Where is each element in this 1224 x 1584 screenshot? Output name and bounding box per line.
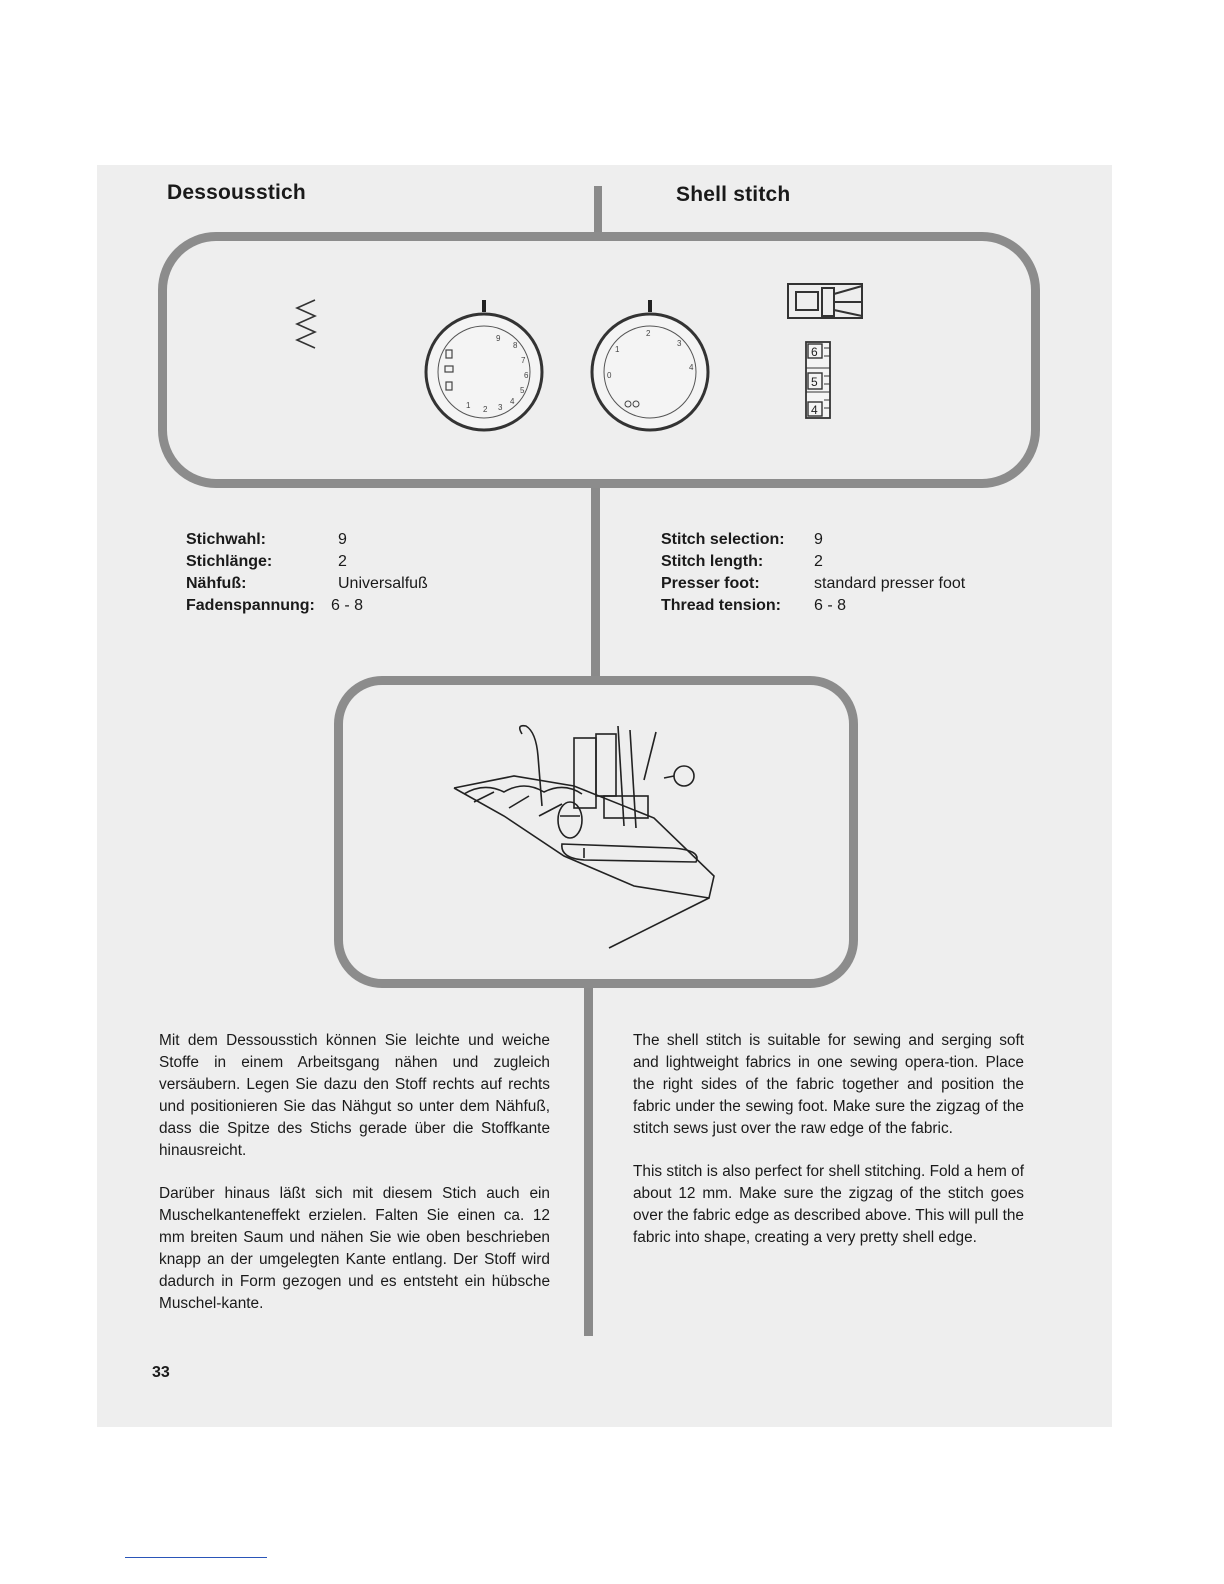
column-divider-bottom bbox=[584, 986, 593, 1336]
setting-label: Fadenspannung: bbox=[186, 597, 315, 614]
settings-illustrations bbox=[158, 232, 1040, 488]
stitch-length-dial bbox=[592, 300, 708, 430]
stitch-selector-dial bbox=[426, 300, 542, 430]
setting-label: Stitch length: bbox=[661, 553, 764, 570]
setting-value: 2 bbox=[814, 553, 823, 570]
setting-label: Nähfuß: bbox=[186, 575, 247, 592]
setting-value: 6 - 8 bbox=[331, 597, 364, 614]
paragraph: The shell stitch is suitable for sewing and serging soft and lightweight fabrics in one sewing opera-tion. Place the right sides of the fabric together and position the fabric under the sewing foot. Make sure the zigzag of the stitch sews just over the raw edge of the fabric. bbox=[633, 1032, 1024, 1137]
setting-label: Stichwahl: bbox=[186, 531, 267, 548]
title-german: Dessousstich bbox=[167, 181, 306, 204]
body-text-german bbox=[159, 1030, 550, 1336]
selector-number: 8 bbox=[513, 341, 518, 350]
selector-number: 5 bbox=[520, 386, 525, 395]
setting-label: Presser foot: bbox=[661, 575, 760, 592]
selector-number: 4 bbox=[510, 397, 515, 406]
length-number: 4 bbox=[689, 363, 694, 372]
tension-number: 5 bbox=[811, 375, 818, 389]
selector-number: 9 bbox=[496, 334, 501, 343]
selector-number: 3 bbox=[498, 403, 503, 412]
stitch-pattern-icon bbox=[297, 300, 315, 348]
setting-value: 2 bbox=[338, 553, 347, 570]
paragraph: Mit dem Dessousstich können Sie leichte und weiche Stoffe in einem Arbeitsgang nähen und zugleich versäubern. Legen Sie dazu den Stoff rechts auf rechts und positionieren Sie das Nähgut so unter dem Nähfuß, dass die Spitze des Stichs gerade über die Stoffkante hinausreicht. bbox=[159, 1032, 550, 1159]
paragraph: Darüber hinaus läßt sich mit diesem Stich auch ein Muschelkanteneffekt erzielen. Falten Sie einen ca. 12 mm breiten Saum und nähen Sie wie oben beschrieben knapp an der umgelegten Kante entlang. Der Stoff wird dadurch in Form gezogen und es entsteht ein hübsche Muschel-kante. bbox=[159, 1185, 550, 1312]
tension-number: 4 bbox=[811, 403, 818, 417]
length-number: 2 bbox=[646, 329, 651, 338]
body-text-english bbox=[633, 1030, 1024, 1270]
presser-foot-illustration bbox=[334, 676, 858, 988]
length-number: 3 bbox=[677, 339, 682, 348]
length-number: 1 bbox=[615, 345, 620, 354]
column-divider-top bbox=[594, 186, 602, 236]
tension-number: 6 bbox=[811, 345, 818, 359]
column-divider-middle bbox=[591, 484, 600, 680]
setting-label: Thread tension: bbox=[661, 597, 782, 614]
setting-value: standard presser foot bbox=[814, 575, 966, 592]
length-number: 0 bbox=[607, 371, 612, 380]
setting-label: Stitch selection: bbox=[661, 531, 785, 548]
page-number: 33 bbox=[152, 1364, 170, 1381]
setting-value: 9 bbox=[338, 531, 347, 548]
settings-english bbox=[661, 529, 1021, 619]
setting-label: Stichlänge: bbox=[186, 553, 273, 570]
title-english: Shell stitch bbox=[676, 183, 791, 206]
paragraph: This stitch is also perfect for shell stitching. Fold a hem of about 12 mm. Make sure the zigzag of the stitch goes over the fabric edge as described above. This will pull the fabric into shape, creating a very pretty shell edge. bbox=[633, 1163, 1024, 1246]
setting-value: 9 bbox=[814, 531, 823, 548]
setting-value: 6 - 8 bbox=[814, 597, 847, 614]
thread-tension-scale bbox=[806, 342, 830, 418]
settings-german bbox=[186, 529, 486, 619]
presser-foot-icon bbox=[788, 284, 862, 318]
selector-number: 1 bbox=[466, 401, 471, 410]
setting-value: Universalfuß bbox=[338, 575, 428, 592]
selector-number: 2 bbox=[483, 405, 488, 414]
selector-number: 7 bbox=[521, 356, 526, 365]
selector-number: 6 bbox=[524, 371, 529, 380]
footer-line bbox=[125, 1557, 267, 1558]
